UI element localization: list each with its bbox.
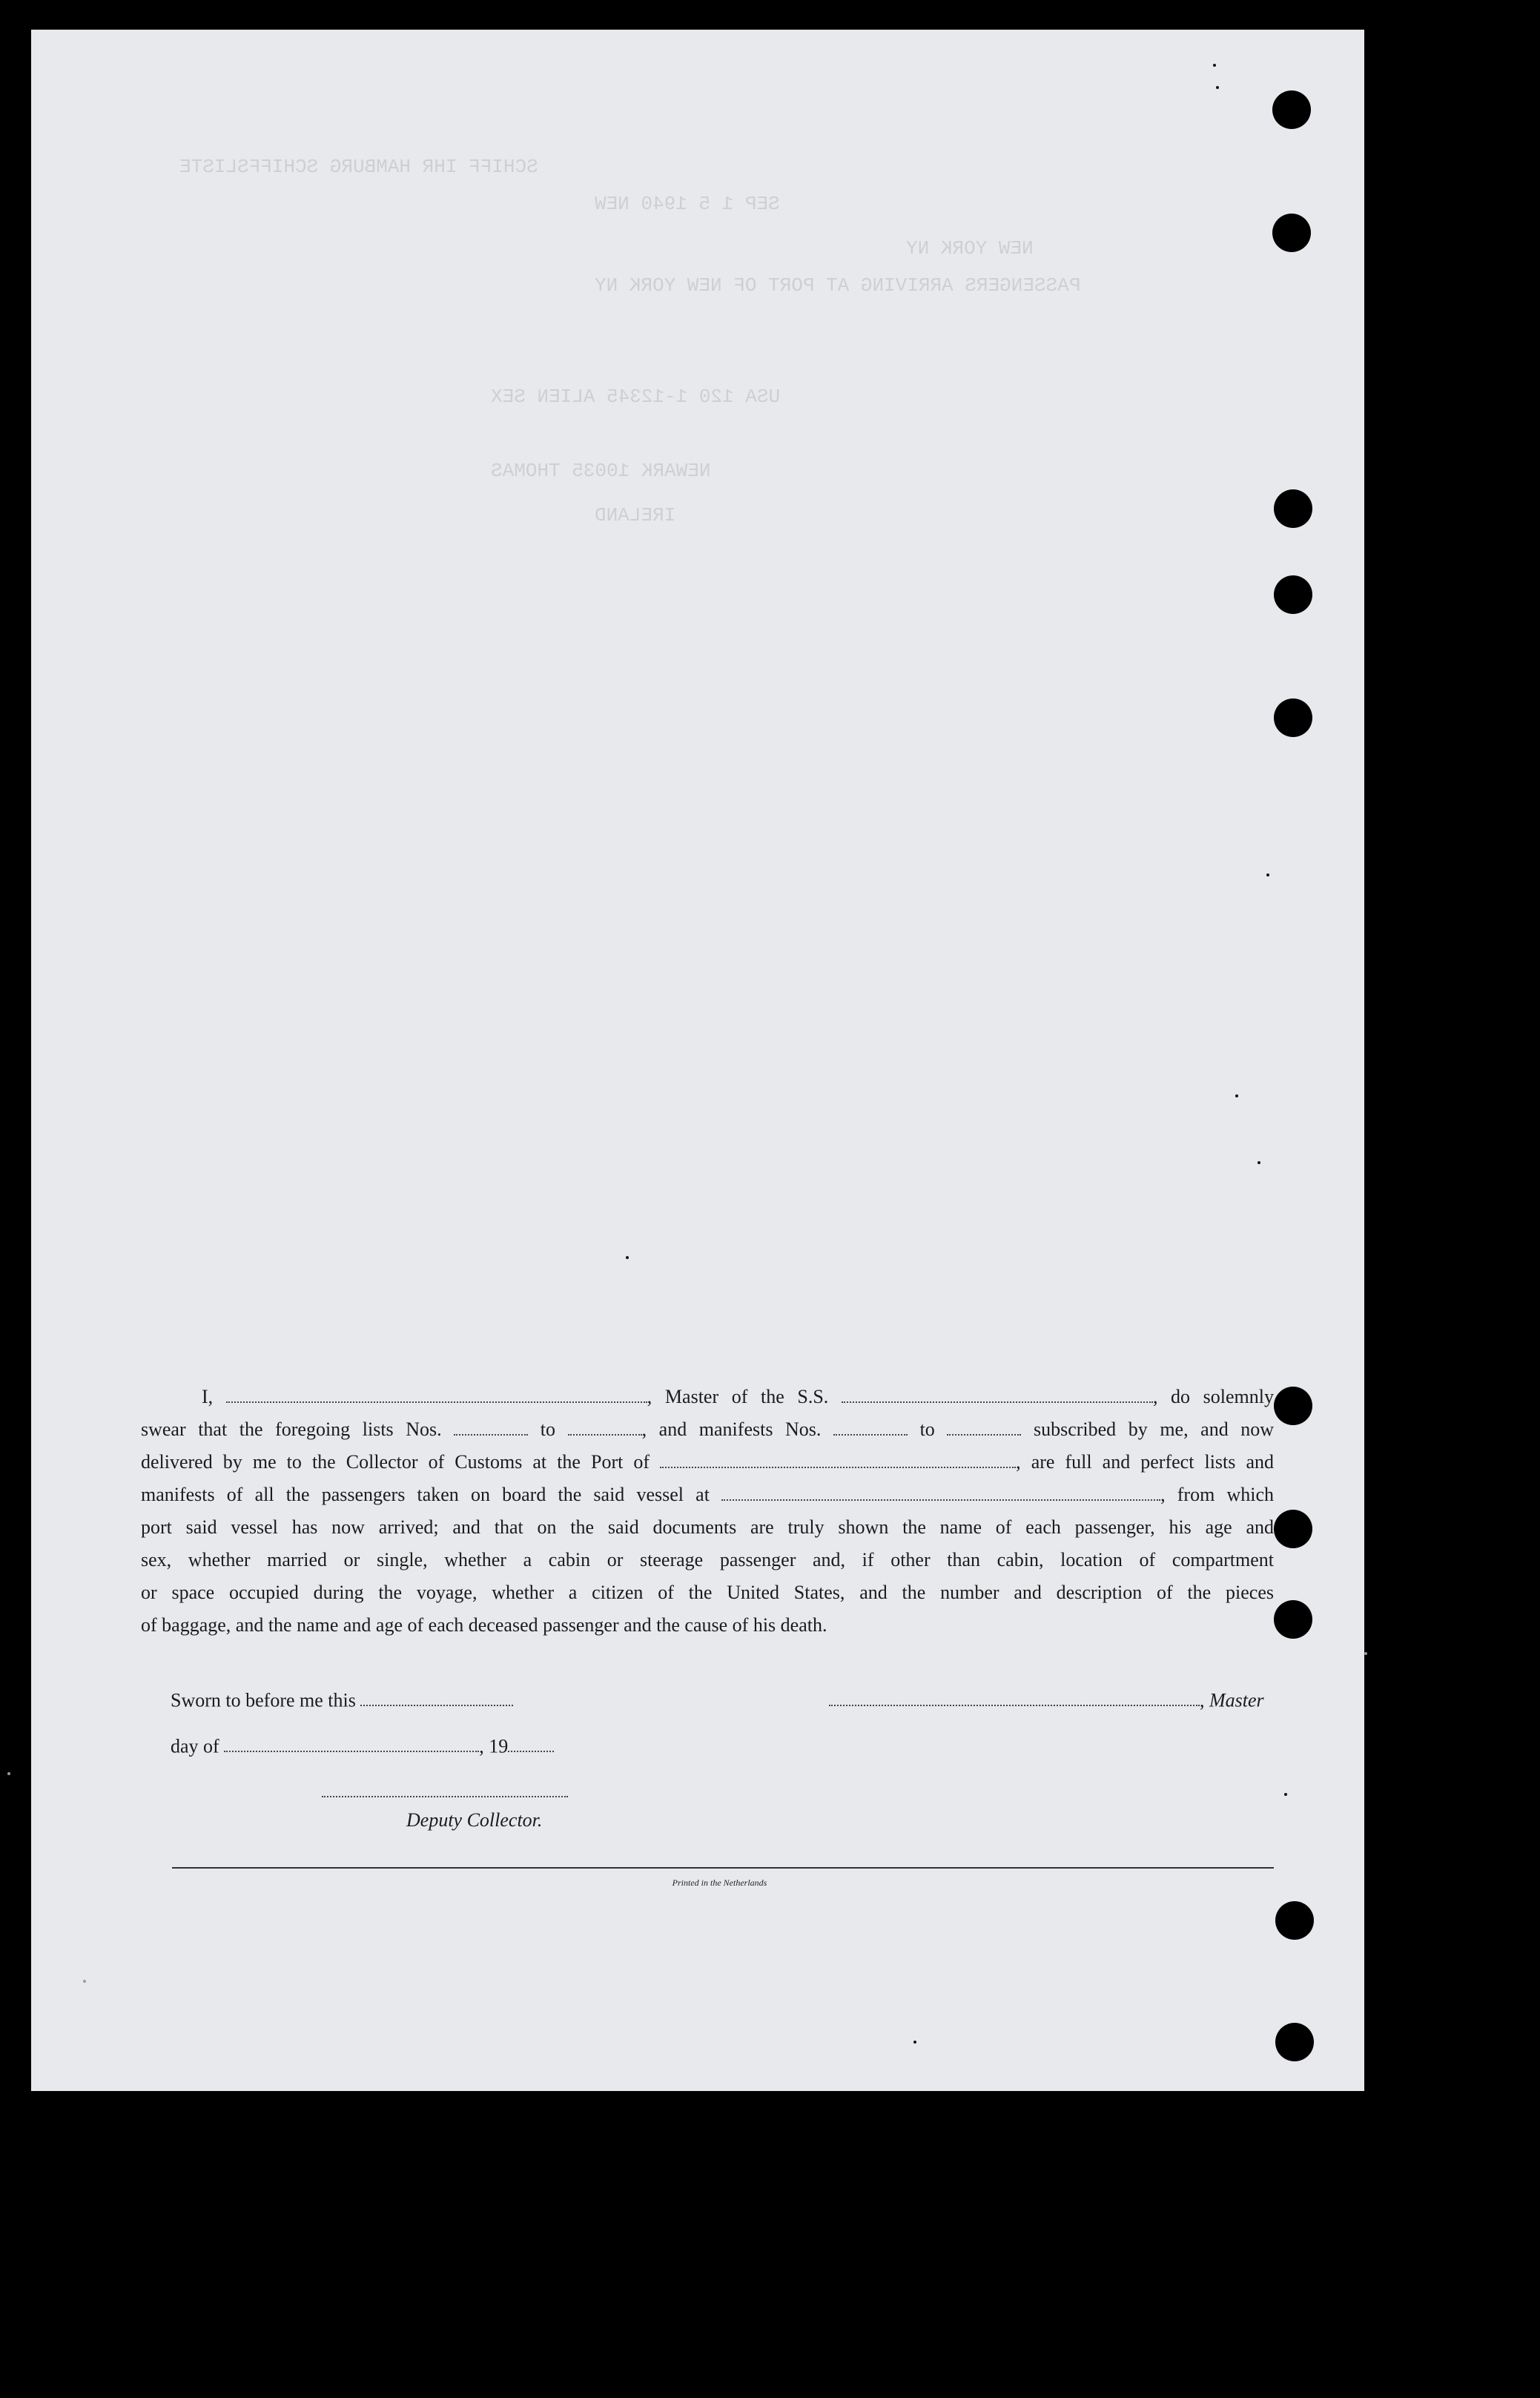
declaration-line: of baggage, and the name and age of each deceased passenger and the cause of his death.: [141, 1614, 827, 1636]
declaration-line: delivered by me to the Collector of Customs at the Port of , are full and perfect lists and: [141, 1446, 1274, 1479]
declaration-line: sex, whether married or single, whether a cabin or steerage passenger and, if other than cabin, location of compartment: [141, 1549, 1274, 1570]
binder-hole: [1274, 575, 1312, 614]
master-declaration: [141, 1381, 1274, 1642]
sworn-line: Sworn to before me this: [171, 1688, 513, 1711]
binder-hole: [1272, 90, 1311, 129]
binder-hole: [1274, 1600, 1312, 1639]
day-of-line: day of , 19: [171, 1734, 554, 1757]
bleed-through-text: SCHIFF IHR HAMBURG SCHIFFSLISTE: [179, 156, 538, 178]
speck: [626, 1256, 629, 1259]
binder-hole: [1274, 698, 1312, 737]
speck: [1213, 64, 1216, 67]
speck: [1216, 86, 1219, 89]
blank-port[interactable]: [660, 1450, 1016, 1468]
declaration-line: manifests of all the passengers taken on board the said vessel at , from which: [141, 1479, 1274, 1511]
speck: [83, 1980, 86, 1983]
speck: [1266, 873, 1269, 876]
speck: [1235, 1094, 1238, 1097]
blank-year[interactable]: [508, 1734, 554, 1752]
declaration-line: swear that the foregoing lists Nos. to , and manifests Nos. to subscribed by me, and now: [141, 1413, 1274, 1446]
printed-in-note: Printed in the Netherlands: [672, 1877, 767, 1888]
declaration-line: port said vessel has now arrived; and that on the said documents are truly shown the name of each passenger, his age and: [141, 1516, 1274, 1538]
declaration-line: I, , Master of the S.S. , do solemnly: [141, 1381, 1274, 1413]
document-page: [31, 30, 1364, 2091]
binder-hole: [1275, 1901, 1314, 1940]
speck: [1364, 1652, 1367, 1655]
binder-hole: [1274, 1510, 1312, 1548]
binder-hole: [1272, 214, 1311, 252]
binder-hole: [1274, 489, 1312, 528]
blank-master-signature[interactable]: [829, 1688, 1200, 1706]
footer-rule: [172, 1867, 1274, 1869]
bleed-through-text: PASSENGERS ARRIVING AT PORT OF NEW YORK NY: [595, 274, 1081, 297]
speck: [1258, 1161, 1260, 1164]
master-signature: , Master: [829, 1688, 1264, 1711]
binder-hole: [1274, 1387, 1312, 1425]
bleed-through-text: NEW YORK NY: [906, 237, 1034, 260]
speck: [1284, 1793, 1287, 1796]
blank-list-to[interactable]: [568, 1417, 642, 1436]
blank-list-from[interactable]: [454, 1417, 528, 1436]
deputy-collector-label: Deputy Collector.: [406, 1809, 543, 1831]
blank-sworn-date[interactable]: [360, 1688, 513, 1706]
bleed-through-text: SEP 1 5 1940 NEW: [595, 193, 780, 215]
bleed-through-text: USA 120 1-12345 ALIEN SEX: [491, 386, 781, 408]
blank-master-name[interactable]: [226, 1384, 647, 1403]
bleed-through-text: IRELAND: [595, 504, 676, 526]
speck: [7, 1772, 10, 1775]
binder-hole: [1275, 2023, 1314, 2061]
blank-ship-name[interactable]: [842, 1384, 1153, 1403]
deputy-signature-line[interactable]: [322, 1796, 568, 1797]
blank-day-of[interactable]: [224, 1734, 479, 1752]
blank-manifest-to[interactable]: [947, 1417, 1021, 1436]
blank-manifest-from[interactable]: [833, 1417, 908, 1436]
blank-embark-port[interactable]: [721, 1482, 1160, 1501]
bleed-through-text: NEWARK 10035 THOMAS: [491, 460, 711, 482]
speck: [913, 2041, 916, 2044]
declaration-line: or space occupied during the voyage, whether a citizen of the United States, and the number and description of the pieces: [141, 1582, 1274, 1603]
